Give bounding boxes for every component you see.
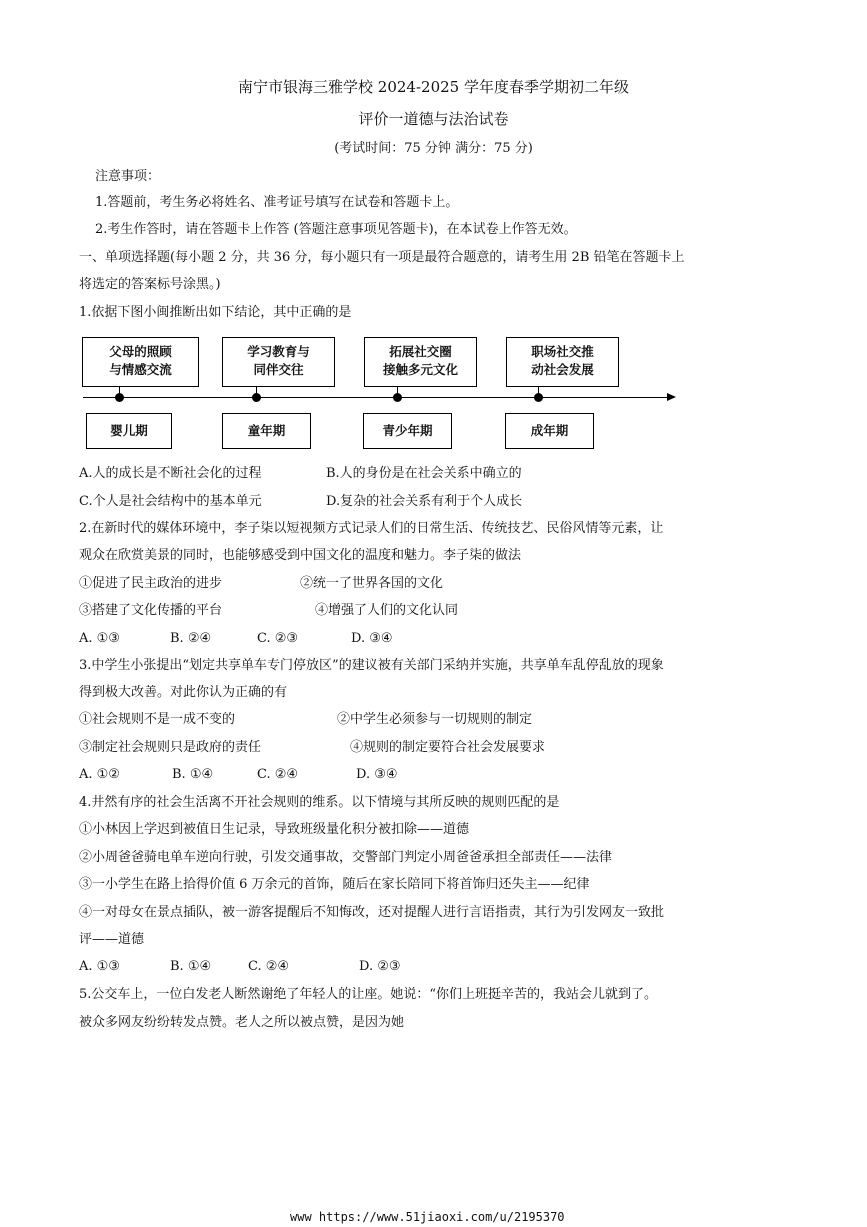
timeline-arrow-icon — [667, 393, 676, 401]
timeline-top-box-1 — [82, 337, 199, 387]
q4-scenario-3: ③一小学生在路上拾得价值 6 万余元的首饰，随后在家长陪同下将首饰归还失主——纪律 — [79, 877, 590, 892]
question-1-stem: 1.依据下图小闽推断出如下结论，其中正确的是 — [79, 305, 352, 320]
q2-option-b: B. ②④ — [170, 631, 212, 646]
q2-statement-1: ①促进了民主政治的进步 — [79, 576, 223, 591]
q3-option-d: D. ③④ — [356, 767, 398, 782]
q3-option-a: A. ①② — [79, 767, 120, 782]
question-2-stem: 2.在新时代的媒体环境中，李子柒以短视频方式记录人们的日常生活、传统技艺、民俗风情等元素，让 — [79, 521, 664, 536]
stage-childhood: 童年期 — [222, 413, 311, 449]
box-1-line-2: 与情感交流 — [109, 362, 172, 377]
timeline-top-box-3 — [364, 337, 477, 387]
q4-scenario-1: ①小林因上学迟到被值日生记录，导致班级量化积分被扣除——道德 — [79, 822, 470, 837]
box-2-line-1: 学习教育与 — [247, 344, 310, 359]
box-3-line-1: 拓展社交圈 — [389, 344, 452, 359]
timeline-dot-2 — [252, 393, 261, 402]
box-1-line-1: 父母的照顾 — [109, 344, 172, 359]
exam-title-line1: 南宁市银海三雅学校 2024-2025 学年度春季学期初二年级 — [238, 78, 629, 96]
q4-option-c: C. ②④ — [248, 959, 290, 974]
notice-item-1: 1.答题前，考生务必将姓名、准考证号填写在试卷和答题卡上。 — [95, 195, 459, 210]
section-1-heading-cont: 将选定的答案标号涂黑。) — [79, 277, 221, 292]
q2-statement-3: ③搭建了文化传播的平台 — [79, 603, 223, 618]
notice-item-2: 2.考生作答时，请在答题卡上作答 (答题注意事项见答题卡)，在本试卷上作答无效。 — [95, 222, 577, 237]
box-4-line-2: 动社会发展 — [531, 362, 594, 377]
question-3-stem: 3.中学生小张提出“划定共享单车专门停放区”的建议被有关部门采纳并实施，共享单车乱停乱放的现象 — [79, 658, 664, 673]
q1-option-b: B.人的身份是在社会关系中确立的 — [326, 466, 522, 481]
q4-option-a: A. ①③ — [79, 959, 120, 974]
question-4-stem: 4.井然有序的社会生活离不开社会规则的维系。以下情境与其所反映的规则匹配的是 — [79, 795, 560, 810]
q3-option-b: B. ①④ — [172, 767, 214, 782]
timeline-axis — [83, 397, 669, 398]
q1-option-d: D.复杂的社会关系有利于个人成长 — [326, 494, 523, 509]
question-5-stem-cont: 被众多网友纷纷转发点赞。老人之所以被点赞，是因为她 — [79, 1015, 405, 1030]
timeline-dot-3 — [393, 393, 402, 402]
section-1-heading: 一、单项选择题(每小题 2 分，共 36 分，每小题只有一项是最符合题意的，请考生用 2B 铅笔在答题卡上 — [79, 250, 685, 265]
q1-option-a: A.人的成长是不断社会化的过程 — [79, 466, 262, 481]
q3-statement-2: ②中学生必须参与一切规则的制定 — [337, 712, 533, 727]
q2-statement-2: ②统一了世界各国的文化 — [300, 576, 444, 591]
q1-option-c: C.个人是社会结构中的基本单元 — [79, 494, 262, 509]
box-4-line-1: 职场社交推 — [531, 344, 594, 359]
box-2-line-2: 同伴交往 — [253, 362, 304, 377]
exam-title-line2: 评价一道德与法治试卷 — [358, 110, 509, 128]
q4-scenario-4-cont: 评——道德 — [79, 932, 145, 947]
timeline-top-box-2 — [222, 337, 335, 387]
q2-option-c: C. ②③ — [257, 631, 299, 646]
stage-infancy: 婴儿期 — [86, 413, 172, 449]
q2-option-a: A. ①③ — [79, 631, 120, 646]
notice-heading: 注意事项： — [95, 169, 161, 184]
stage-adulthood: 成年期 — [505, 413, 594, 449]
question-5-stem: 5.公交车上，一位白发老人断然谢绝了年轻人的让座。她说：“你们上班挺辛苦的，我站会儿就到了。 — [79, 987, 658, 1002]
stage-adolescence: 青少年期 — [363, 413, 452, 449]
q3-statement-3: ③制定社会规则只是政府的责任 — [79, 740, 262, 755]
q4-scenario-2: ②小周爸爸骑电单车逆向行驶，引发交通事故，交警部门判定小周爸爸承担全部责任——法律 — [79, 850, 613, 865]
q4-option-d: D. ②③ — [359, 959, 401, 974]
q4-option-b: B. ①④ — [170, 959, 212, 974]
q3-statement-4: ④规则的制定要符合社会发展要求 — [350, 740, 546, 755]
box-3-line-2: 接触多元文化 — [382, 362, 458, 377]
question-2-stem-cont: 观众在欣赏美景的同时，也能够感受到中国文化的温度和魅力。李子柒的做法 — [79, 548, 522, 563]
timeline-dot-4 — [534, 393, 543, 402]
question-3-stem-cont: 得到极大改善。对此你认为正确的有 — [79, 685, 288, 700]
timeline-dot-1 — [115, 393, 124, 402]
q2-option-d: D. ③④ — [351, 631, 393, 646]
q4-scenario-4: ④一对母女在景点插队，被一游客提醒后不知悔改，还对提醒人进行言语指责，其行为引发网友一致批 — [79, 905, 665, 920]
q3-statement-1: ①社会规则不是一成不变的 — [79, 712, 236, 727]
footer-url[interactable]: www https://www.51jiaoxi.com/u/2195370 — [290, 1210, 565, 1224]
timeline-top-box-4 — [506, 337, 619, 387]
q3-option-c: C. ②④ — [257, 767, 299, 782]
exam-info: (考试时间：75 分钟 满分：75 分) — [334, 141, 533, 156]
q2-statement-4: ④增强了人们的文化认同 — [315, 603, 459, 618]
